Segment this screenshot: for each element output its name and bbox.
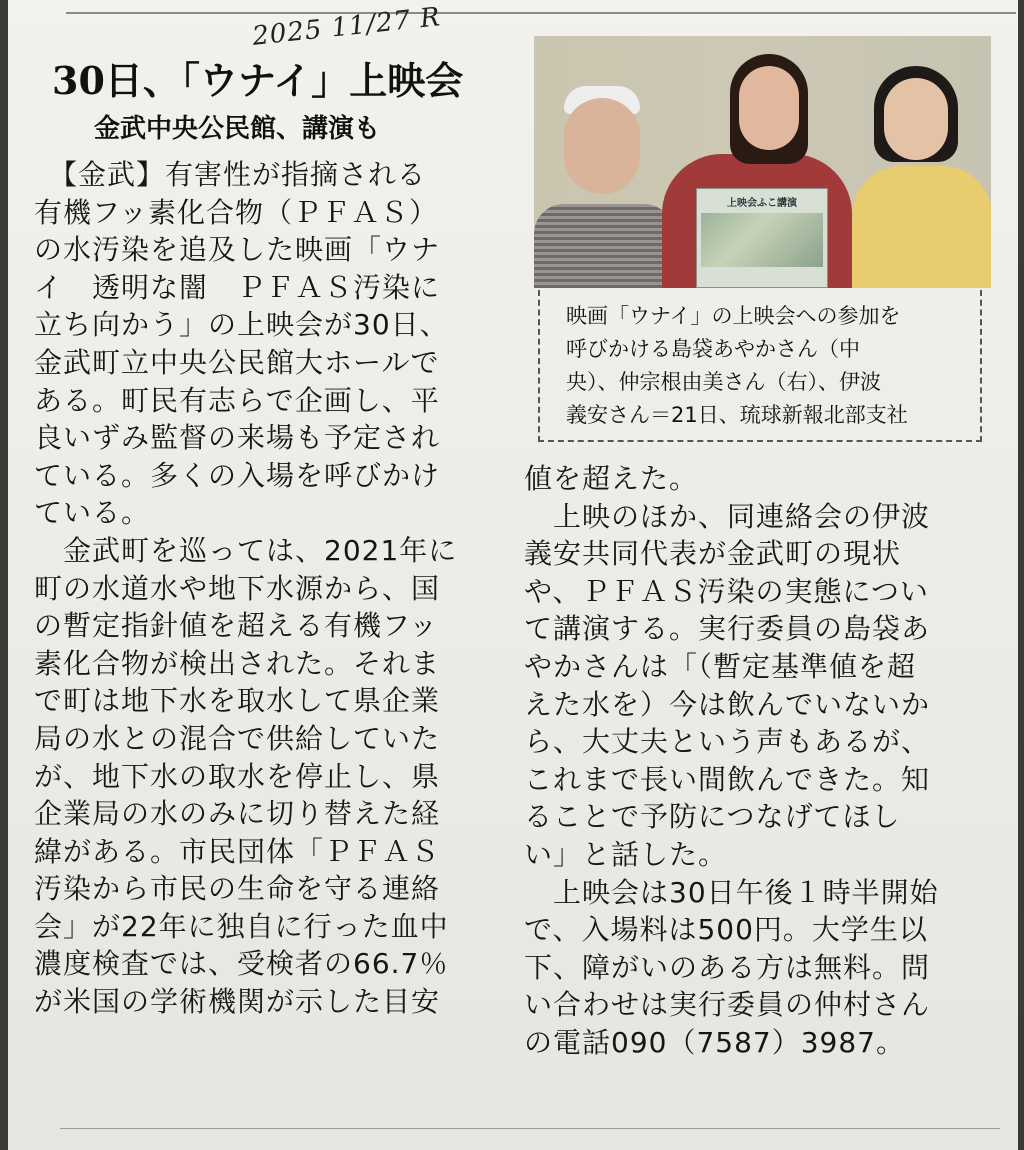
flyer-image [701,213,823,267]
article-line: 金武町を巡っては、2021年に [34,533,458,567]
article-line: 下、障がいのある方は無料。問 [524,950,931,984]
man-left-figure [534,204,674,288]
woman-right-figure [852,166,991,288]
article-line: 良いずみ監督の来場も予定され [34,421,441,455]
headline: 30日、「ウナイ」上映会 [52,58,464,103]
article-line: で町は地下水を取水して県企業 [34,684,441,718]
article-line: 素化合物が検出された。それま [34,646,441,680]
article-line: の暫定指針値を超える有機フッ [34,609,439,643]
article-line: 【金武】有害性が指摘される [34,158,427,191]
subheadline: 金武中央公民館、講演も [94,114,381,144]
article-line: 町の水道水や地下水源から、国 [34,571,441,605]
photo-caption [538,290,982,442]
bottom-rule [60,1128,1000,1129]
article-line: や、ＰＦＡＳ汚染の実態につい [524,574,929,608]
article-line: の電話090（7587）3987。 [524,1025,905,1059]
article-line: やかさんは「（暫定基準値を超 [524,649,917,683]
article-line: い合わせは実行委員の仲村さん [524,988,931,1022]
article-line: 会」が22年に独自に行った血中 [34,909,449,943]
article-line: 汚染から市民の生命を守る連絡 [34,872,441,906]
article-line: 義安共同代表が金武町の現状 [524,537,902,571]
article-line: 緯がある。市民団体「ＰＦＡＳ [34,834,441,868]
top-rule [66,12,1016,14]
article-line: い」と話した。 [524,837,728,871]
caption-line: 呼びかける島袋あやかさん（中 [566,337,860,361]
article-line: これまで長い間飲んできた。知 [524,762,931,796]
article-line: 濃度検査では、受検者の66.7％ [34,947,449,981]
article-line: が、地下水の取水を停止し、県 [34,759,441,793]
event-flyer [696,188,828,288]
article-line: ている。 [34,496,151,530]
left-article-column [34,156,484,1021]
woman-center-face [739,66,799,150]
article-line: ている。多くの入場を呼びかけ [34,458,441,492]
man-left-face [564,98,640,194]
article-line: で、入場料は500円。大学生以 [524,913,928,947]
article-line: イ 透明な闇 ＰＦＡＳ汚染に [34,270,441,304]
woman-right-face [884,78,948,160]
article-line: 値を超えた。 [524,462,699,495]
article-line: 上映のほか、同連絡会の伊波 [524,499,931,533]
handwritten-date-note: 2025 11/27 R [250,2,443,52]
article-line: ることで予防につなげてほし [524,800,901,834]
flyer-title: 上映会ふこ講演 [727,198,797,209]
caption-line: 央）、仲宗根由美さん（右）、伊波 [566,370,881,394]
article-line: が米国の学術機関が示した目安 [34,985,441,1019]
article-line: 局の水との混合で供給していた [34,721,441,755]
article-line: 企業局の水のみに切り替えた経 [34,797,441,831]
caption-line: 義安さん＝21日、琉球新報北部支社 [566,403,908,427]
article-line: ら、大丈夫という声もあるが、 [524,725,931,759]
article-line: 有機フッ素化合物（ＰＦＡＳ） [34,195,439,229]
article-line: ある。町民有志らで企画し、平 [34,383,440,417]
article-line: の水汚染を追及した映画「ウナ [34,233,441,267]
article-line: 上映会は30日午後１時半開始 [524,875,939,909]
article-line: 立ち向かう」の上映会が30日、 [34,308,449,342]
article-line: 金武町立中央公民館大ホールで [34,345,440,379]
caption-line: 映画「ウナイ」の上映会への参加を [566,304,901,328]
news-photo [534,36,991,288]
article-line: て講演する。実行委員の島袋あ [524,612,931,646]
article-line: えた水を）今は飲んでいないか [524,687,931,721]
right-article-column [524,460,994,1062]
